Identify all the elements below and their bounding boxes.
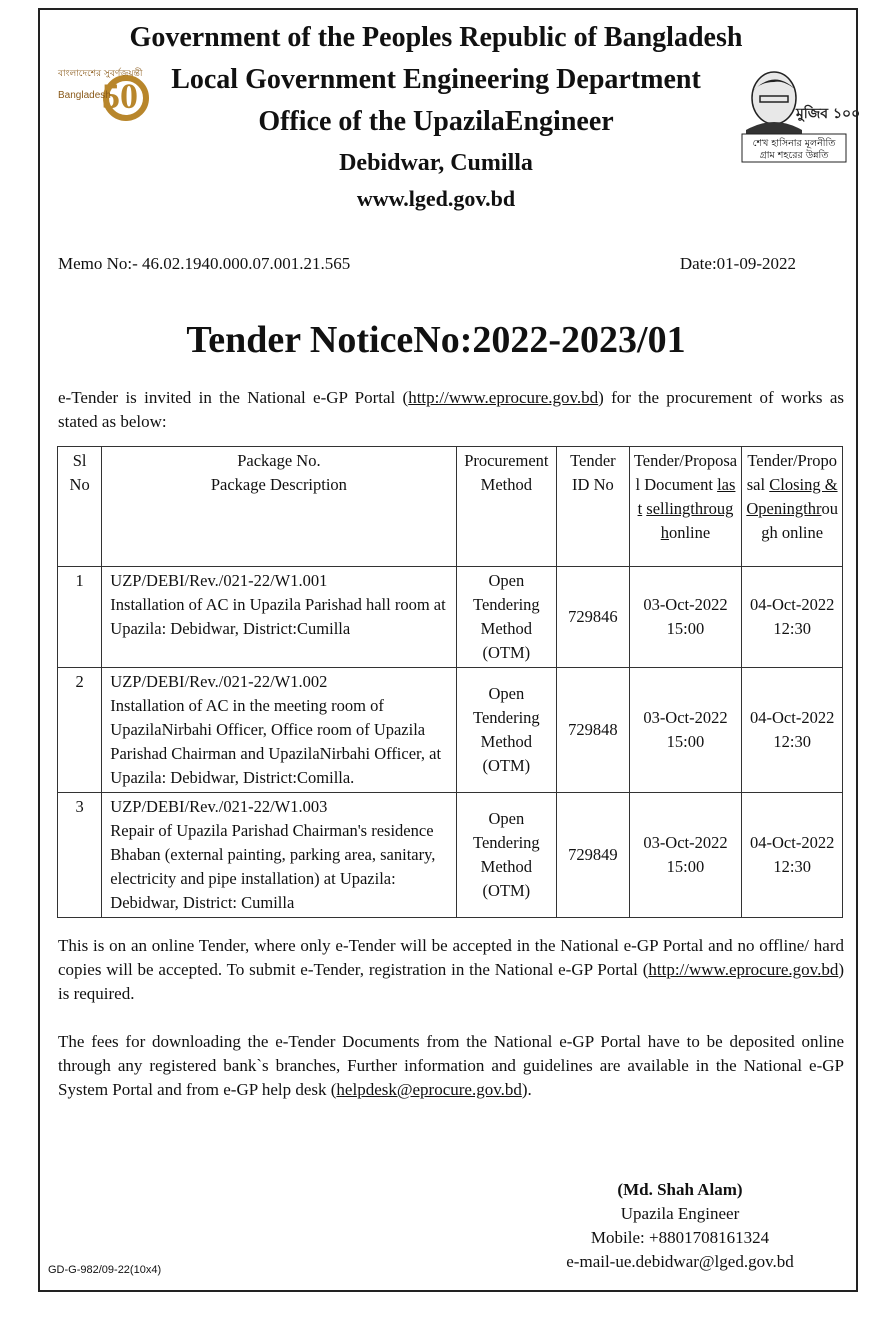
signatory-email[interactable]: e-mail-ue.debidwar@lged.gov.bd: [566, 1252, 794, 1271]
row-sl: 2: [58, 668, 102, 793]
eprocure-link[interactable]: http://www.eprocure.gov.bd: [408, 388, 599, 407]
row-method: Open Tendering Method (OTM): [456, 567, 557, 668]
footer-code: GD-G-982/09-22(10x4): [48, 1264, 162, 1276]
memo-date: Date:01-09-2022: [679, 254, 796, 273]
header-government: Government of the Peoples Republic of Bangladesh: [129, 22, 743, 53]
header-tender-id: Tender ID No: [557, 447, 629, 567]
page-title: Tender NoticeNo:2022-2023/01: [186, 319, 686, 361]
row-tender-id: 729848: [557, 668, 629, 793]
header-package: Package No. Package Description: [102, 447, 456, 567]
row-closing: 04-Oct-2022 12:30: [742, 567, 843, 668]
intro-paragraph: [58, 386, 844, 434]
table-row: [58, 668, 843, 793]
table-row: [58, 793, 843, 918]
fees-paragraph: The fees for downloading the e-Tender Documents from the National e-GP Portal have to be deposited online through any registered bank`s branches, Further information and guidelines are available in the National e-GP System Portal and from e-GP help desk (helpdesk@eprocure.gov.bd).: [58, 1032, 844, 1099]
row-package: UZP/DEBI/Rev./021-22/W1.002 Installation of AC in the meeting room of UpazilaNirbahi Officer, Office room of Upazila Parishad Chairman and UpazilaNirbahi Officer, at Upazila: Debidwar, District:Comilla.: [102, 668, 456, 793]
tender-table: [57, 446, 843, 918]
header-selling: Tender/Proposal Document last sellingthroughonline: [629, 447, 742, 567]
row-tender-id: 729849: [557, 793, 629, 918]
eprocure-link-2[interactable]: http://www.eprocure.gov.bd: [648, 960, 839, 979]
row-sl: 3: [58, 793, 102, 918]
logo-bn-text: বাংলাদেশের সুবর্ণজয়ন্তী: [58, 69, 143, 79]
logo-en-text: Bangladesh: [58, 90, 111, 101]
row-method: Open Tendering Method (OTM): [456, 793, 557, 918]
logo-number: 50: [102, 76, 138, 116]
intro-text: e-Tender is invited in the National e-GP Portal (: [58, 388, 409, 407]
row-selling: 03-Oct-2022 15:00: [629, 793, 742, 918]
row-closing: 04-Oct-2022 12:30: [742, 668, 843, 793]
helpdesk-email-link[interactable]: helpdesk@eprocure.gov.bd: [336, 1080, 522, 1099]
row-selling: 03-Oct-2022 15:00: [629, 567, 742, 668]
header-closing: Tender/Proposal Closing & Openingthrough online: [742, 447, 843, 567]
header-website[interactable]: www.lged.gov.bd: [356, 186, 516, 211]
table-header-row: [58, 447, 843, 567]
signatory-name: (Md. Shah Alam): [617, 1180, 743, 1199]
row-selling: 03-Oct-2022 15:00: [629, 668, 742, 793]
header-sl: Sl No: [58, 447, 102, 567]
table-row: [58, 567, 843, 668]
online-tender-paragraph: This is on an online Tender, where only e-Tender will be accepted in the National e-GP Portal and no offline/ hard copies will be accepted. To submit e-Tender, registration in the National e-GP Portal (http://www.eprocure.gov.bd) is required.: [58, 936, 844, 1003]
header-method: Procurement Method: [456, 447, 557, 567]
row-package: UZP/DEBI/Rev./021-22/W1.001 Installation of AC in Upazila Parishad hall room at Upazila: Debidwar, District:Cumilla: [102, 567, 456, 668]
header-department: Local Government Engineering Department: [171, 64, 701, 95]
row-tender-id: 729846: [557, 567, 629, 668]
header-office: Office of the UpazilaEngineer: [258, 106, 614, 137]
caption-line-2: গ্রাম শহরের উন্নতি: [759, 150, 829, 161]
row-method: Open Tendering Method (OTM): [456, 668, 557, 793]
mujib-badge: মুজিব ১০০: [796, 106, 861, 122]
row-package: UZP/DEBI/Rev./021-22/W1.003 Repair of Upazila Parishad Chairman's residence Bhaban (external painting, parking area, sanitary, electricity and pipe installation) at Upazila: Debidwar, District: Cumilla: [102, 793, 456, 918]
row-sl: 1: [58, 567, 102, 668]
signatory-designation: Upazila Engineer: [620, 1204, 740, 1223]
signatory-mobile: Mobile: +8801708161324: [590, 1228, 770, 1247]
row-closing: 04-Oct-2022 12:30: [742, 793, 843, 918]
memo-number: Memo No:- 46.02.1940.000.07.001.21.565: [58, 254, 351, 273]
header-location: Debidwar, Cumilla: [339, 150, 533, 176]
intro-text-end: ) for the procurement of works as stated as below:: [58, 388, 844, 431]
caption-line-1: শেখ হাসিনার মূলনীতি: [752, 138, 836, 149]
